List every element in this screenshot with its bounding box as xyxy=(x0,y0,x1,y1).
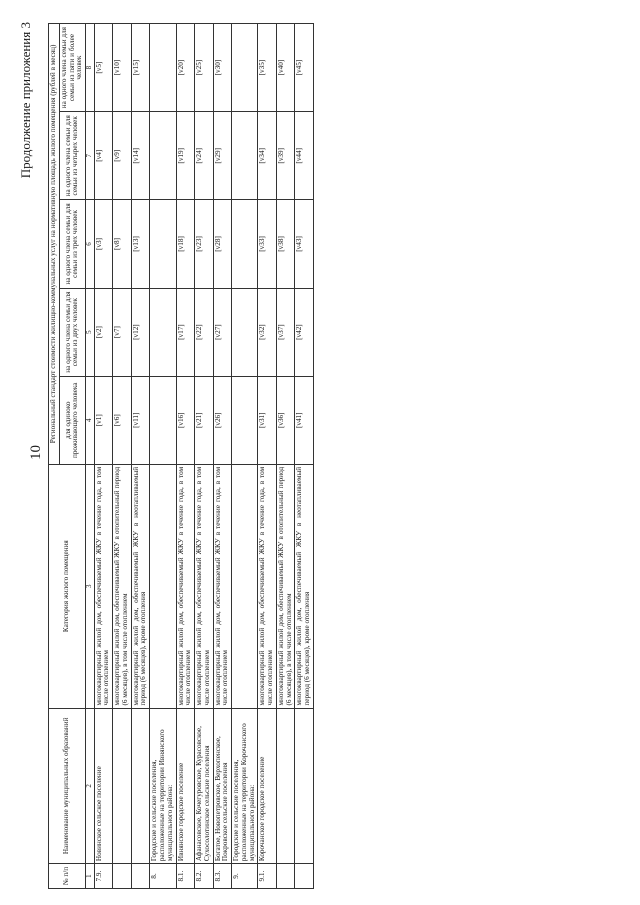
standard-value: [v13] xyxy=(131,200,150,288)
standard-value: [v44] xyxy=(295,112,314,200)
tariff-table xyxy=(48,23,314,889)
standard-value: [v42] xyxy=(295,288,314,376)
housing-category: многоквартирный жилой дом, обеспечиваемый ЖКУ в неотапливаемый период (6 месяцев), кроме отопления xyxy=(295,464,314,708)
header-sub-1: для одиноко проживающего человека xyxy=(59,376,85,464)
header-sub-3: на одного члена семьи для семьи из трех человек xyxy=(59,200,85,288)
municipality-name: Богатое, Новопетровское, Верхопенское, Покровское сельские поселения xyxy=(213,708,232,864)
page-number: 10 xyxy=(28,445,44,460)
column-index: 4 xyxy=(86,376,95,464)
column-index: 2 xyxy=(86,708,95,864)
row-number: 8. xyxy=(150,864,176,889)
column-index: 7 xyxy=(86,112,95,200)
municipality-name: Новинское сельское поселение xyxy=(94,708,113,864)
column-index-row xyxy=(86,24,95,889)
table-row xyxy=(295,24,314,889)
municipality-name: Ивнянское городское поселение xyxy=(176,708,195,864)
standard-value: [v11] xyxy=(131,376,150,464)
column-index: 5 xyxy=(86,288,95,376)
standard-value xyxy=(232,24,258,112)
municipality-name xyxy=(276,708,295,864)
municipality-name: Афанасовское, Кочегуровское, Курасовское, Сухосолотинское сельские поселения xyxy=(195,708,214,864)
row-number xyxy=(295,864,314,889)
standard-value: [v37] xyxy=(276,288,295,376)
table-row xyxy=(94,24,113,889)
standard-value: [v8] xyxy=(113,200,132,288)
column-index: 3 xyxy=(86,464,95,708)
row-number: 8.3. xyxy=(213,864,232,889)
standard-value: [v12] xyxy=(131,288,150,376)
header-sub-4: на одного члена семьи для семьи из четырех человек xyxy=(59,112,85,200)
standard-value: [v2] xyxy=(94,288,113,376)
housing-category xyxy=(150,464,176,708)
standard-value xyxy=(232,288,258,376)
standard-value: [v25] xyxy=(195,24,214,112)
standard-value: [v7] xyxy=(113,288,132,376)
column-index: 1 xyxy=(86,864,95,889)
header-municipality: Наименование муниципальных образований xyxy=(49,708,86,864)
standard-value: [v31] xyxy=(258,376,277,464)
row-number: 9. xyxy=(232,864,258,889)
row-number xyxy=(131,864,150,889)
standard-value: [v15] xyxy=(131,24,150,112)
housing-category: многоквартирный жилой дом, обеспечиваемый ЖКУ в отопительный период (6 месяцев), в том числе отоплением xyxy=(113,464,132,708)
standard-value: [v34] xyxy=(258,112,277,200)
standard-value: [v1] xyxy=(94,376,113,464)
row-number: 8.2. xyxy=(195,864,214,889)
standard-value: [v33] xyxy=(258,200,277,288)
standard-value: [v6] xyxy=(113,376,132,464)
standard-value: [v10] xyxy=(113,24,132,112)
standard-value: [v24] xyxy=(195,112,214,200)
municipality-name: Городские и сельские поселения, расположенные на территории Корочанского муниципального района: xyxy=(232,708,258,864)
municipality-name xyxy=(295,708,314,864)
column-index: 6 xyxy=(86,200,95,288)
municipality-name xyxy=(113,708,132,864)
standard-value xyxy=(150,24,176,112)
appendix-label: Продолжение приложения 3 xyxy=(18,22,33,179)
standard-value xyxy=(150,200,176,288)
standard-value: [v30] xyxy=(213,24,232,112)
housing-category: многоквартирный жилой дом, обеспечиваемый ЖКУ в течение года, в том числе отоплением xyxy=(258,464,277,708)
housing-category xyxy=(232,464,258,708)
municipality-name: Городские и сельские поселения, расположенные на территории Ивнянского муниципального района: xyxy=(150,708,176,864)
standard-value: [v3] xyxy=(94,200,113,288)
table-row xyxy=(176,24,195,889)
housing-category: многоквартирный жилой дом, обеспечиваемый ЖКУ в течение года, в том числе отоплением xyxy=(195,464,214,708)
standard-value: [v23] xyxy=(195,200,214,288)
standard-value: [v40] xyxy=(276,24,295,112)
housing-category: многоквартирный жилой дом, обеспечиваемый ЖКУ в течение года, в том числе отоплением xyxy=(94,464,113,708)
standard-value: [v20] xyxy=(176,24,195,112)
standard-value: [v19] xyxy=(176,112,195,200)
standard-value: [v16] xyxy=(176,376,195,464)
standard-value: [v5] xyxy=(94,24,113,112)
standard-value xyxy=(150,288,176,376)
housing-category: многоквартирный жилой дом, обеспечиваемый ЖКУ в течение года, в том числе отоплением xyxy=(213,464,232,708)
standard-value: [v28] xyxy=(213,200,232,288)
standard-value: [v27] xyxy=(213,288,232,376)
standard-value: [v41] xyxy=(295,376,314,464)
standard-value: [v18] xyxy=(176,200,195,288)
table-row xyxy=(131,24,150,889)
row-number xyxy=(276,864,295,889)
standard-value: [v14] xyxy=(131,112,150,200)
housing-category: многоквартирный жилой дом, обеспечиваемый ЖКУ в течение года, в том числе отоплением xyxy=(176,464,195,708)
header-num: № п/п xyxy=(49,864,86,889)
standard-value: [v38] xyxy=(276,200,295,288)
table-row xyxy=(113,24,132,889)
standard-value: [v36] xyxy=(276,376,295,464)
row-number: 9.1. xyxy=(258,864,277,889)
standard-value xyxy=(232,376,258,464)
standard-value: [v22] xyxy=(195,288,214,376)
header-sub-2: на одного члена семьи для семьи из двух человек xyxy=(59,288,85,376)
standard-value: [v29] xyxy=(213,112,232,200)
table-row xyxy=(150,24,176,889)
housing-category: многоквартирный жилой дом, обеспечиваемый ЖКУ в неотапливаемый период (6 месяцев), кроме отопления xyxy=(131,464,150,708)
table-row xyxy=(258,24,277,889)
municipality-name: Корочанское городское поселение xyxy=(258,708,277,864)
standard-value: [v45] xyxy=(295,24,314,112)
header-standard: Региональный стандарт стоимости жилищно-коммунальных услуг на нормативную площадь жилого помещения (рублей в месяц) xyxy=(49,24,60,465)
header-category: Категория жилого помещения xyxy=(49,464,86,708)
standard-value: [v9] xyxy=(113,112,132,200)
standard-value xyxy=(150,112,176,200)
standard-value: [v17] xyxy=(176,288,195,376)
table-row xyxy=(213,24,232,889)
table-row xyxy=(232,24,258,889)
standard-value xyxy=(150,376,176,464)
municipality-name xyxy=(131,708,150,864)
row-number xyxy=(113,864,132,889)
standard-value: [v32] xyxy=(258,288,277,376)
column-index: 8 xyxy=(86,24,95,112)
header-sub-5: на одного члена семьи для семьи из пяти и более человек xyxy=(59,24,85,112)
housing-category: многоквартирный жилой дом, обеспечиваемый ЖКУ в отопительный период (6 месяцев), в том числе отоплением xyxy=(276,464,295,708)
standard-value: [v4] xyxy=(94,112,113,200)
standard-value: [v35] xyxy=(258,24,277,112)
row-number: 8.1. xyxy=(176,864,195,889)
table-body xyxy=(94,24,313,889)
standard-value: [v43] xyxy=(295,200,314,288)
standard-value: [v21] xyxy=(195,376,214,464)
standard-value: [v26] xyxy=(213,376,232,464)
table-row xyxy=(276,24,295,889)
standard-value xyxy=(232,200,258,288)
table-row xyxy=(195,24,214,889)
standard-value: [v39] xyxy=(276,112,295,200)
standard-value xyxy=(232,112,258,200)
row-number: 7.9. xyxy=(94,864,113,889)
